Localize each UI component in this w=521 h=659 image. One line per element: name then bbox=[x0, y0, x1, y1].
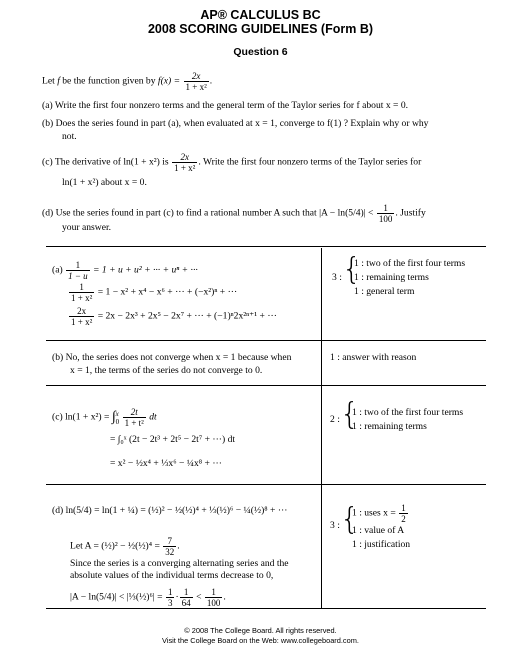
solution-d-line2: Let A = (½)² − ½(½)⁴ = $\frac{7}{32}$ . bbox=[70, 536, 180, 557]
intro-fraction: $\frac{2x}{\text{1 + x²}}$ bbox=[185, 71, 207, 92]
solution-d-line3: Since the series is a converging alternating series and the bbox=[70, 558, 289, 569]
scoring-c-multiplier: 2 : bbox=[330, 414, 340, 425]
scoring-d-multiplier: 3 : bbox=[330, 520, 340, 531]
scoring-c-brace: { bbox=[340, 397, 360, 432]
solution-b-line1: (b) No, the series does not converge when x = 1 because when bbox=[52, 352, 292, 363]
scoring-d-item-2: 1 : value of A bbox=[352, 525, 405, 536]
divider-bottom bbox=[46, 608, 486, 609]
problem-part-d-line1: (d) Use the series found in part (c) to find a rational number A such that |A − ln(5/4)| < $\frac{1}{100}$ . Justify bbox=[42, 203, 426, 224]
problem-part-c-line1: (c) The derivative of ln(1 + x²) is $\frac{2x}{\text{1 + x²}}$ . Write the first four nonzero terms of the Taylor series for bbox=[42, 152, 422, 173]
divider-top bbox=[46, 246, 486, 247]
solution-a-line2: $\frac{1}{\text{1 + x²}}$ = 1 − x² + x⁴ − x⁶ + ··· + (−x²)ⁿ + ··· bbox=[71, 282, 238, 303]
solution-d-line1: (d) ln(5/4) = ln(1 + ¼) = (½)² − ½(½)⁴ + ⅓(½)⁶ − ¼(½)⁸ + ··· bbox=[52, 505, 288, 516]
divider-bc bbox=[46, 385, 486, 386]
solution-d-line5: |A − ln(5/4)| < |⅓(½)⁶| = $\frac{1}{3}$ · $\frac{1}{64}$ < $\frac{1}{100}$ . bbox=[70, 587, 226, 608]
problem-part-b-line1: (b) Does the series found in part (a), when evaluated at x = 1, converge to f(1) ? Explain why or why bbox=[42, 118, 429, 129]
problem-part-d-line2: your answer. bbox=[62, 222, 112, 233]
solution-c-line2: = ∫₀ˣ (2t − 2t³ + 2t⁵ − 2t⁷ + ···) dt bbox=[110, 434, 236, 445]
title-line-2: 2008 SCORING GUIDELINES (Form B) bbox=[147, 22, 374, 36]
scoring-a-item-1: 1 : two of the first four terms bbox=[354, 258, 466, 269]
problem-part-a: (a) Write the first four nonzero terms and the general term of the Taylor series for f about x = 0. bbox=[42, 100, 409, 111]
solution-b-line2: x = 1, the terms of the series do not converge to 0. bbox=[70, 365, 263, 376]
problem-part-b-line2: not. bbox=[62, 131, 77, 142]
title-line-1: AP® CALCULUS BC bbox=[200, 8, 321, 22]
divider-vertical bbox=[321, 248, 322, 608]
footer-website: Visit the College Board on the Web: www.collegeboard.com. bbox=[162, 636, 359, 645]
solution-c-line1: (c) ln(1 + x²) = ∫ x 0 $\frac{2t}{\text{1 + t²}}$ dt bbox=[52, 407, 157, 428]
scoring-d-brace: { bbox=[340, 502, 360, 537]
divider-cd bbox=[46, 484, 486, 485]
problem-part-c-line2: ln(1 + x²) about x = 0. bbox=[62, 177, 147, 188]
solution-a-line1: (a) $\frac{1}{1 - u}$ = 1 + u + u² + ··· + uⁿ + ··· bbox=[52, 260, 198, 281]
scoring-a-item-3: 1 : general term bbox=[354, 286, 415, 297]
solution-a-line3: $\frac{2x}{\text{1 + x²}}$ = 2x − 2x³ + 2x⁵ − 2x⁷ + ··· + (−1)ⁿ2x²ⁿ⁺¹ + ··· bbox=[71, 306, 277, 327]
scoring-a-brace: { bbox=[342, 252, 362, 287]
scoring-c-item-1: 1 : two of the first four terms bbox=[352, 407, 464, 418]
scoring-a-multiplier: 3 : bbox=[332, 272, 342, 283]
solution-d-line4: absolute values of the individual terms decrease to 0, bbox=[70, 570, 274, 581]
question-heading: Question 6 bbox=[233, 46, 288, 58]
scoring-d-item-1: 1 : uses x = $\frac{1}{2}$ bbox=[352, 503, 406, 524]
problem-intro: Let f be the function given by f(x) = $\frac{2x}{\text{1 + x²}}$ . bbox=[42, 71, 213, 92]
scoring-d-item-3: 1 : justification bbox=[352, 539, 411, 550]
solution-c-line3: = x² − ½x⁴ + ⅓x⁶ − ¼x⁸ + ··· bbox=[110, 458, 222, 469]
scoring-b-item: 1 : answer with reason bbox=[330, 352, 417, 363]
scoring-a-item-2: 1 : remaining terms bbox=[354, 272, 429, 283]
divider-ab bbox=[46, 340, 486, 341]
scoring-c-item-2: 1 : remaining terms bbox=[352, 421, 427, 432]
footer-copyright: © 2008 The College Board. All rights reserved. bbox=[184, 626, 337, 635]
